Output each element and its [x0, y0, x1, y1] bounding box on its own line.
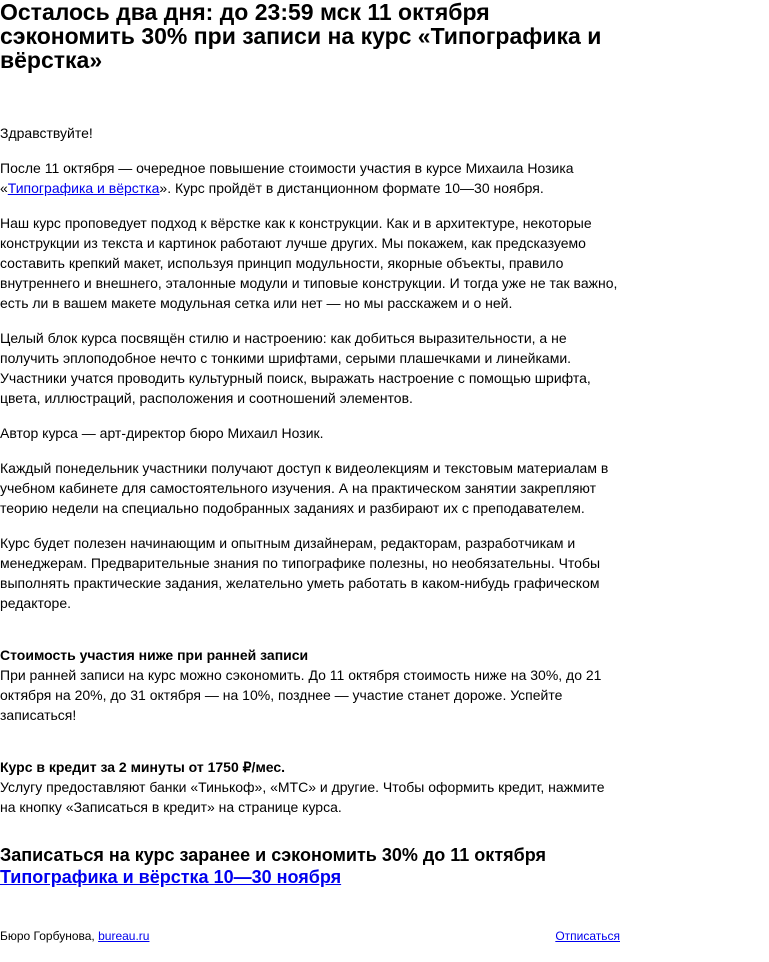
greeting: Здравствуйте! — [0, 125, 93, 141]
credit-text: Услугу предоставляют банки «Тинькоф», «МТС» и другие. Чтобы оформить кредит, нажмите на кнопку «Записаться в кредит» на странице курса. — [0, 779, 605, 815]
paragraph-author: Автор курса — арт-директор бюро Михаил Нозик. — [0, 425, 324, 441]
cta-section — [0, 844, 620, 888]
early-section — [0, 645, 620, 725]
footer — [0, 928, 620, 944]
footer-site-link[interactable]: bureau.ru — [98, 929, 150, 943]
cta-course-link[interactable]: Типографика и вёрстка 10—30 ноября — [0, 867, 342, 887]
early-title: Стоимость участия ниже при ранней записи — [0, 647, 309, 663]
course-link[interactable]: Типографика и вёрстка — [7, 180, 160, 196]
cta-title: Записаться на курс заранее и сэкономить 30% до 11 октября — [0, 845, 547, 865]
paragraph-construction: Наш курс проповедует подход к вёрстке как к конструкции. Как и в архитектуре, некоторые конструкции из текста и картинок работают лучше других. Мы покажем, как предсказуемо составить крепкий макет, используя принцип модульности, якорные объекты, правило внутреннего и внешнего, эталонные модули и типовые конструкции. И тогда уже не так важно, есть ли в вашем макете модульная сетка или нет — но мы расскажем и о ней. — [0, 215, 618, 311]
email-headline: Осталось два дня: до 23:59 мск 11 октября сэкономить 30% при записи на курс «Типографика и вёрстка» — [0, 0, 602, 73]
intro-paragraph: После 11 октября — очередное повышение стоимости участия в курсе Михаила Нозика «Типографика и вёрстка». Курс пройдёт в дистанционном формате 10—30 ноября. — [0, 160, 574, 196]
paragraph-schedule: Каждый понедельник участники получают доступ к видеолекциям и текстовым материалам в учебном кабинете для самостоятельного изучения. А на практическом занятии закрепляют теорию недели на специально подобранных заданиях и разбирают их с преподавателем. — [0, 460, 609, 516]
credit-title: Курс в кредит за 2 минуты от 1750 ₽/мес. — [0, 759, 286, 775]
credit-section — [0, 757, 620, 817]
footer-org: Бюро Горбунова, — [0, 929, 99, 943]
unsubscribe-link[interactable]: Отписаться — [555, 929, 620, 943]
early-text: При ранней записи на курс можно сэкономить. До 11 октября стоимость ниже на 30%, до 21 октября на 20%, до 31 октября — на 10%, позднее — участие станет дороже. Успейте записаться! — [0, 667, 602, 723]
paragraph-audience: Курс будет полезен начинающим и опытным дизайнерам, редакторам, разработчикам и менеджерам. Предварительные знания по типографике полезны, но необязательны. Чтобы выполнять практические задания, желательно уметь работать в каком-нибудь графическом редакторе. — [0, 535, 601, 611]
paragraph-style: Целый блок курса посвящён стилю и настроению: как добиться выразительности, а не получить эплоподобное нечто с тонкими шрифтами, серыми плашечками и линейками. Участники учатся проводить культурный поиск, выражать настроение с помощью шрифта, цвета, иллюстраций, расположения и соотношений элементов. — [0, 330, 591, 406]
